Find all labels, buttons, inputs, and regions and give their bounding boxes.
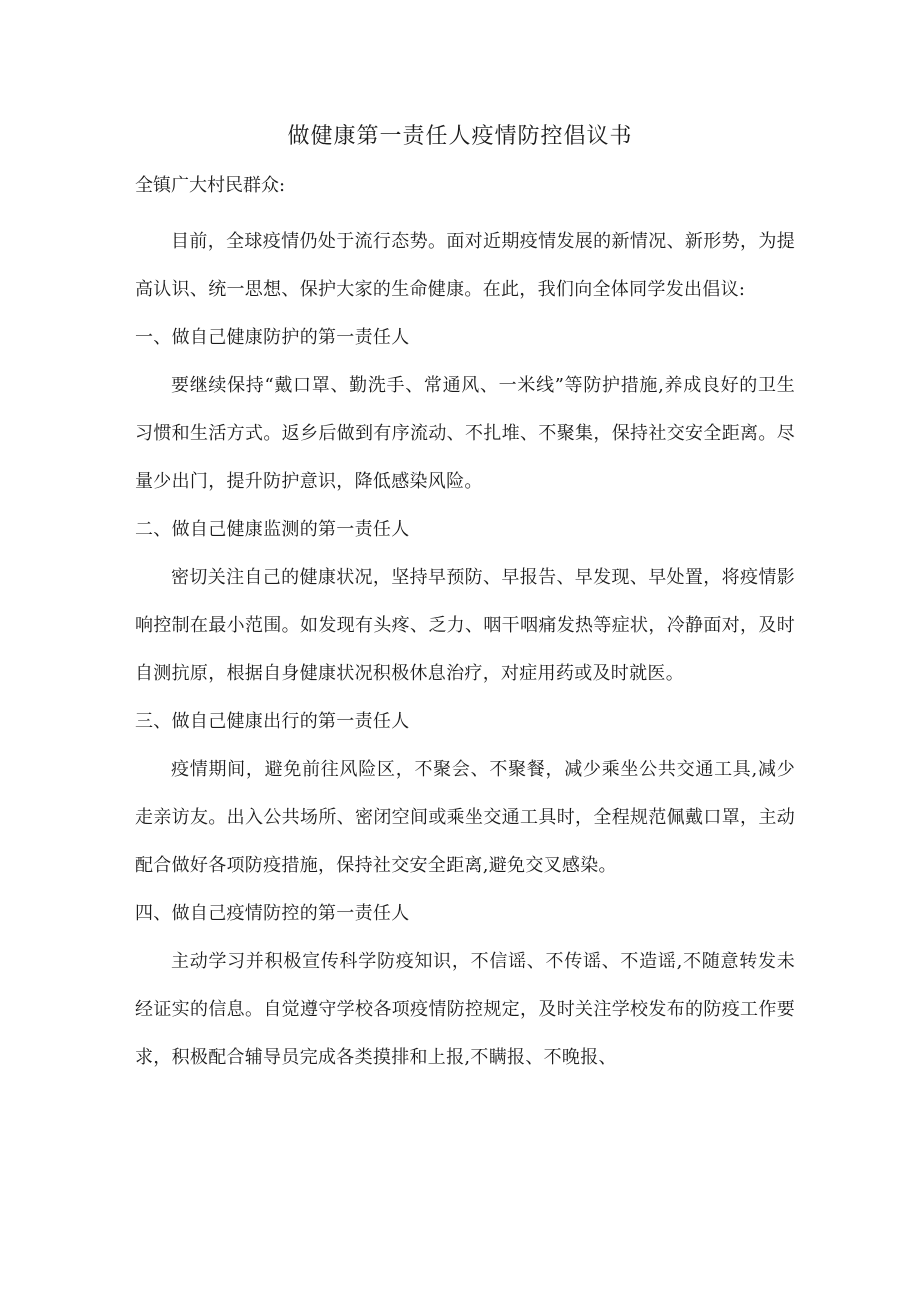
section-heading-3: 三、做自己健康出行的第一责任人 [135, 711, 410, 732]
document-body [135, 218, 795, 1082]
section-body-4: 主动学习并积极宣传科学防疫知识，不信谣、不传谣、不造谣,不随意转发未经证实的信息。自觉遵守学校各项疫情防控规定，及时关注学校发布的防疫工作要求，积极配合辅导员完成各类摸排和上报,不瞒报、不晚报、 [135, 951, 795, 1068]
section-body-3: 疫情期间，避免前往风险区，不聚会、不聚餐，减少乘坐公共交通工具,减少走亲访友。出入公共场所、密闭空间或乘坐交通工具时，全程规范佩戴口罩，主动配合做好各项防疫措施，保持社交安全距离,避免交叉感染。 [135, 759, 795, 876]
section-heading-4: 四、做自己疫情防控的第一责任人 [135, 903, 410, 924]
section-body-2: 密切关注自己的健康状况，坚持早预防、早报告、早发现、早处置，将疫情影响控制在最小范围。如发现有头疼、乏力、咽干咽痛发热等症状，冷静面对，及时自测抗原，根据自身健康状况积极休息治疗，对症用药或及时就医。 [135, 567, 795, 684]
document-title: 做健康第一责任人疫情防控倡议书 [287, 124, 633, 149]
section-heading-1: 一、做自己健康防护的第一责任人 [135, 327, 410, 348]
intro-paragraph: 目前，全球疫情仍处于流行态势。面对近期疫情发展的新情况、新形势，为提高认识、统一思想、保护大家的生命健康。在此，我们向全体同学发出倡议: [135, 231, 795, 300]
salutation: 全镇广大村民群众: [135, 175, 286, 196]
section-heading-2: 二、做自己健康监测的第一责任人 [135, 519, 410, 540]
section-body-1: 要继续保持“戴口罩、勤洗手、常通风、一米线”等防护措施,养成良好的卫生习惯和生活方式。返乡后做到有序流动、不扎堆、不聚集，保持社交安全距离。尽量少出门，提升防护意识，降低感染风险。 [135, 375, 795, 492]
